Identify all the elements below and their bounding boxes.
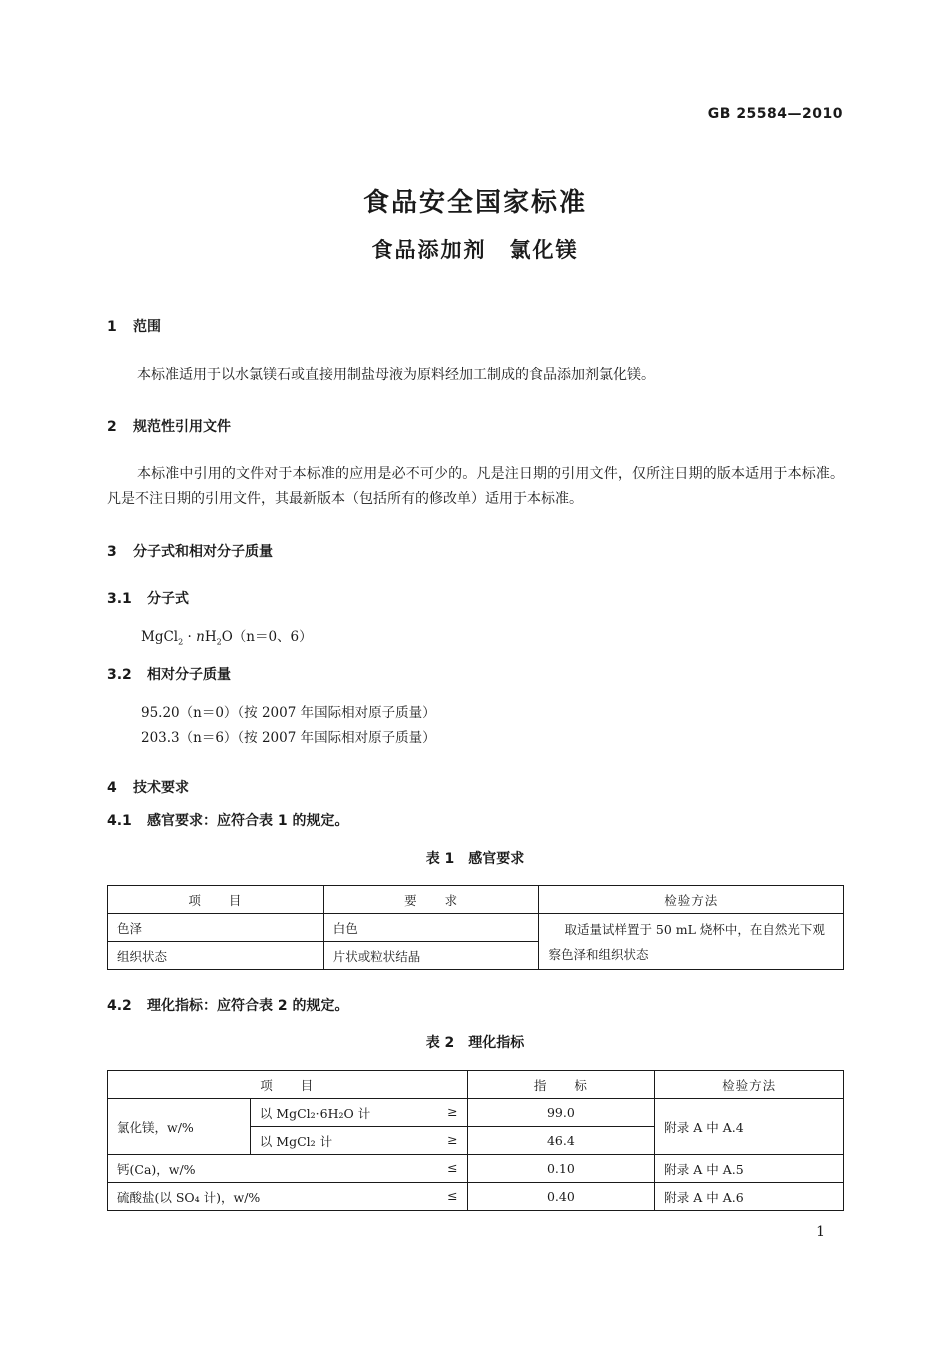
section-number: 4.1	[107, 813, 132, 829]
section-number: 4.2	[107, 998, 132, 1014]
table-header-row	[108, 1071, 844, 1099]
cell-group-label: 氯化镁，w/%	[108, 1099, 251, 1155]
column-header-method: 检验方法	[539, 886, 844, 914]
section-title: 分子式和相对分子质量	[133, 544, 273, 560]
table-2-caption: 表 2 理化指标	[425, 1035, 525, 1051]
table-row	[108, 914, 844, 942]
section-title: 分子式	[147, 591, 189, 607]
cell-item: 色泽	[108, 914, 324, 942]
standard-number: GB 25584—2010	[707, 106, 843, 122]
column-header-value: 指 标	[467, 1071, 655, 1099]
table-row	[108, 1155, 844, 1183]
section-heading-3-1	[107, 588, 189, 608]
table-2-physicochemical	[107, 1070, 844, 1211]
section-number: 3.1	[107, 591, 132, 607]
section-heading-2	[107, 416, 231, 436]
document-subtitle: 食品添加剂 氯化镁	[371, 238, 579, 262]
cell-requirement: 白色	[323, 914, 539, 942]
cell-item: 硫酸盐(以 SO₄ 计)，w/% ≤	[108, 1183, 468, 1211]
cell-value: 46.4	[467, 1127, 655, 1155]
section-2-body: 本标准中引用的文件对于本标准的应用是必不可少的。凡是注日期的引用文件，仅所注日期的版本适用于本标准。凡是不注日期的引用文件，其最新版本（包括所有的修改单）适用于本标准。	[107, 466, 844, 507]
column-header-method: 检验方法	[655, 1071, 844, 1099]
cell-item: 组织状态	[108, 942, 324, 970]
molecular-mass-line-2: 203.3（n＝6）（按 2007 年国际相对原子质量）	[141, 730, 436, 746]
cell-item: 钙(Ca)，w/% ≤	[108, 1155, 468, 1183]
section-1-body: 本标准适用于以水氯镁石或直接用制盐母液为原料经加工制成的食品添加剂氯化镁。	[137, 367, 655, 383]
table-header-row	[108, 886, 844, 914]
table-row	[108, 1099, 844, 1127]
section-heading-4-1	[107, 810, 349, 830]
section-number: 2	[107, 419, 117, 435]
column-header-item: 项 目	[108, 1071, 468, 1099]
cell-value: 0.10	[467, 1155, 655, 1183]
section-number: 1	[107, 319, 117, 335]
cell-sub-item: 以 MgCl₂ 计 ≥	[250, 1127, 467, 1155]
section-number: 3.2	[107, 667, 132, 683]
section-title: 范围	[133, 319, 161, 335]
section-title: 理化指标：应符合表 2 的规定。	[147, 998, 349, 1014]
cell-method: 附录 A 中 A.5	[655, 1155, 844, 1183]
table-row	[108, 1183, 844, 1211]
cell-method: 取适量试样置于 50 mL 烧杯中，在自然光下观察色泽和组织状态	[539, 914, 844, 970]
table-1-caption: 表 1 感官要求	[425, 851, 525, 867]
section-number: 4	[107, 780, 117, 796]
cell-method: 附录 A 中 A.6	[655, 1183, 844, 1211]
section-title: 感官要求：应符合表 1 的规定。	[147, 813, 349, 829]
column-header-item: 项 目	[108, 886, 324, 914]
section-heading-3	[107, 541, 273, 561]
column-header-requirement: 要 求	[323, 886, 539, 914]
section-title: 相对分子质量	[147, 667, 231, 683]
page-number: 1	[816, 1224, 825, 1240]
section-heading-3-2	[107, 664, 231, 684]
section-heading-4-2	[107, 995, 349, 1015]
cell-value: 99.0	[467, 1099, 655, 1127]
cell-requirement: 片状或粒状结晶	[323, 942, 539, 970]
molecular-mass-line-1: 95.20（n＝0）（按 2007 年国际相对原子质量）	[141, 705, 436, 721]
section-heading-1	[107, 316, 161, 336]
document-title: 食品安全国家标准	[362, 188, 587, 218]
molecular-formula: MgCl$_2$ · $nH_2O(n=0$、6）	[141, 629, 313, 647]
table-1-sensory	[107, 885, 844, 970]
section-number: 3	[107, 544, 117, 560]
section-heading-4	[107, 777, 189, 797]
cell-sub-item: 以 MgCl₂·6H₂O 计 ≥	[250, 1099, 467, 1127]
cell-method: 附录 A 中 A.4	[655, 1099, 844, 1155]
section-title: 技术要求	[133, 780, 189, 796]
section-title: 规范性引用文件	[133, 419, 231, 435]
cell-value: 0.40	[467, 1183, 655, 1211]
